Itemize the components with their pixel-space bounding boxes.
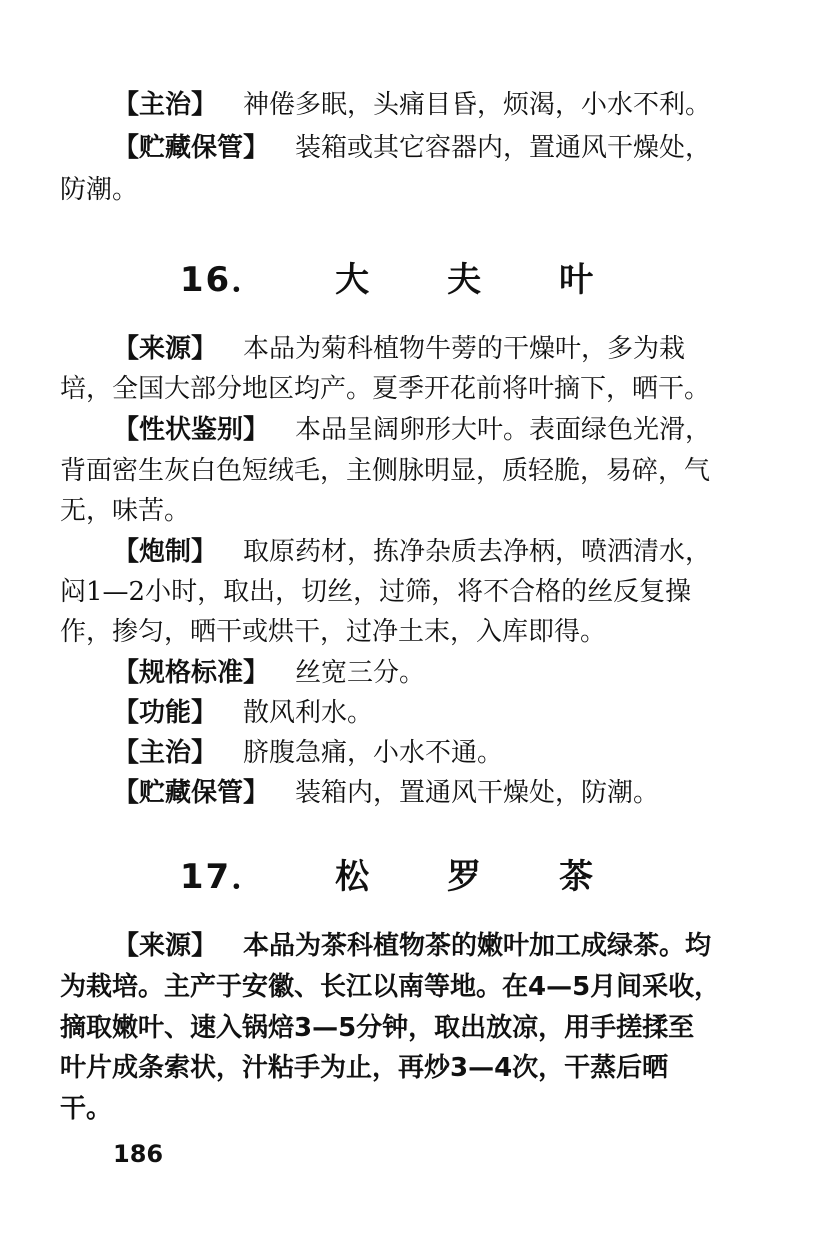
- s16-traits-line3: [60, 491, 740, 531]
- page-number: 186: [113, 1140, 164, 1168]
- s16-traits-line2: [60, 451, 740, 491]
- s17-source-l3: 摘取嫩叶、速入锅焙3—5分钟，取出放凉，用手搓揉至: [60, 1013, 695, 1043]
- s16-process-line1: [113, 532, 740, 572]
- s17-heading-char-3: 茶: [559, 857, 596, 897]
- s17-heading: [0, 852, 813, 902]
- s17-source-line2: [60, 967, 740, 1007]
- s16-heading-number: 16．: [179, 260, 268, 300]
- s16-source-line2: [60, 369, 740, 409]
- s16-func-text: 散风利水。: [243, 698, 374, 728]
- s15-storage-tag: 【贮藏保管】: [113, 133, 270, 163]
- s17-source-l2: 为栽培。主产于安徽、长江以南等地。在4—5月间采收，: [60, 972, 721, 1002]
- s16-source-l1: 本品为菊科植物牛蒡的干燥叶，多为栽: [243, 334, 686, 364]
- s16-spec-text: 丝宽三分。: [295, 658, 426, 688]
- s16-process-l1: 取原药材，拣净杂质去净柄，喷洒清水，: [243, 537, 712, 567]
- s16-spec-tag: 【规格标准】: [113, 658, 270, 688]
- s16-traits-l2: 背面密生灰白色短绒毛，主侧脉明显，质轻脆，易碎，气: [60, 456, 711, 486]
- s17-source-l1: 本品为茶科植物茶的嫩叶加工成绿茶。均: [243, 931, 712, 961]
- s17-source-line5: [60, 1089, 740, 1129]
- s16-zhuzhi-line: [113, 733, 740, 773]
- s16-heading-char-2: 夫: [447, 260, 484, 300]
- s16-spec-line: [113, 653, 740, 693]
- s17-source-line1: [113, 926, 740, 966]
- s16-process-l2: 闷1—2小时，取出，切丝，过筛，将不合格的丝反复操: [60, 577, 692, 607]
- s16-zhuzhi-text: 脐腹急痛，小水不通。: [243, 738, 504, 768]
- s16-heading: [0, 255, 813, 305]
- s15-storage-text-l2: 防潮。: [60, 175, 139, 205]
- s15-zhuzhi-tag: 【主治】: [113, 90, 218, 120]
- s15-zhuzhi-line: [113, 85, 740, 125]
- s16-traits-l3: 无，味苦。: [60, 496, 191, 526]
- s16-process-tag: 【炮制】: [113, 537, 218, 567]
- s16-heading-char-3: 叶: [559, 260, 596, 300]
- s16-source-line1: [113, 329, 740, 369]
- s17-heading-char-1: 松: [335, 857, 372, 897]
- s16-traits-line1: [113, 410, 740, 450]
- s16-storage-tag: 【贮藏保管】: [113, 778, 270, 808]
- s17-heading-number: 17．: [179, 857, 268, 897]
- s16-heading-char-1: 大: [335, 260, 372, 300]
- s16-func-line: [113, 693, 740, 733]
- s17-source-line4: [60, 1048, 740, 1088]
- s15-zhuzhi-text: 神倦多眠，头痛目昏，烦渴，小水不利。: [243, 90, 712, 120]
- s16-source-tag: 【来源】: [113, 334, 218, 364]
- s17-source-line3: [60, 1008, 740, 1048]
- s16-traits-l1: 本品呈阔卵形大叶。表面绿色光滑，: [295, 415, 712, 445]
- s15-storage-text-l1: 装箱或其它容器内，置通风干燥处，: [295, 133, 712, 163]
- s16-func-tag: 【功能】: [113, 698, 218, 728]
- s16-zhuzhi-tag: 【主治】: [113, 738, 218, 768]
- s15-storage-line2: [60, 170, 740, 210]
- s16-process-line2: [60, 572, 740, 612]
- s15-storage-line1: [113, 128, 740, 168]
- s16-storage-text: 装箱内，置通风干燥处，防潮。: [295, 778, 660, 808]
- s16-process-line3: [60, 612, 740, 652]
- s17-source-tag: 【来源】: [113, 931, 218, 961]
- s17-source-l5: 干。: [60, 1094, 113, 1124]
- s16-storage-line: [113, 773, 740, 813]
- s17-source-l4: 叶片成条索状，汁粘手为止，再炒3—4次，干蒸后晒: [60, 1053, 669, 1083]
- s16-process-l3: 作，掺匀，晒干或烘干，过净土末，入库即得。: [60, 617, 607, 647]
- s16-traits-tag: 【性状鉴别】: [113, 415, 270, 445]
- s17-heading-char-2: 罗: [447, 857, 484, 897]
- s16-source-l2: 培，全国大部分地区均产。夏季开花前将叶摘下，晒干。: [60, 374, 711, 404]
